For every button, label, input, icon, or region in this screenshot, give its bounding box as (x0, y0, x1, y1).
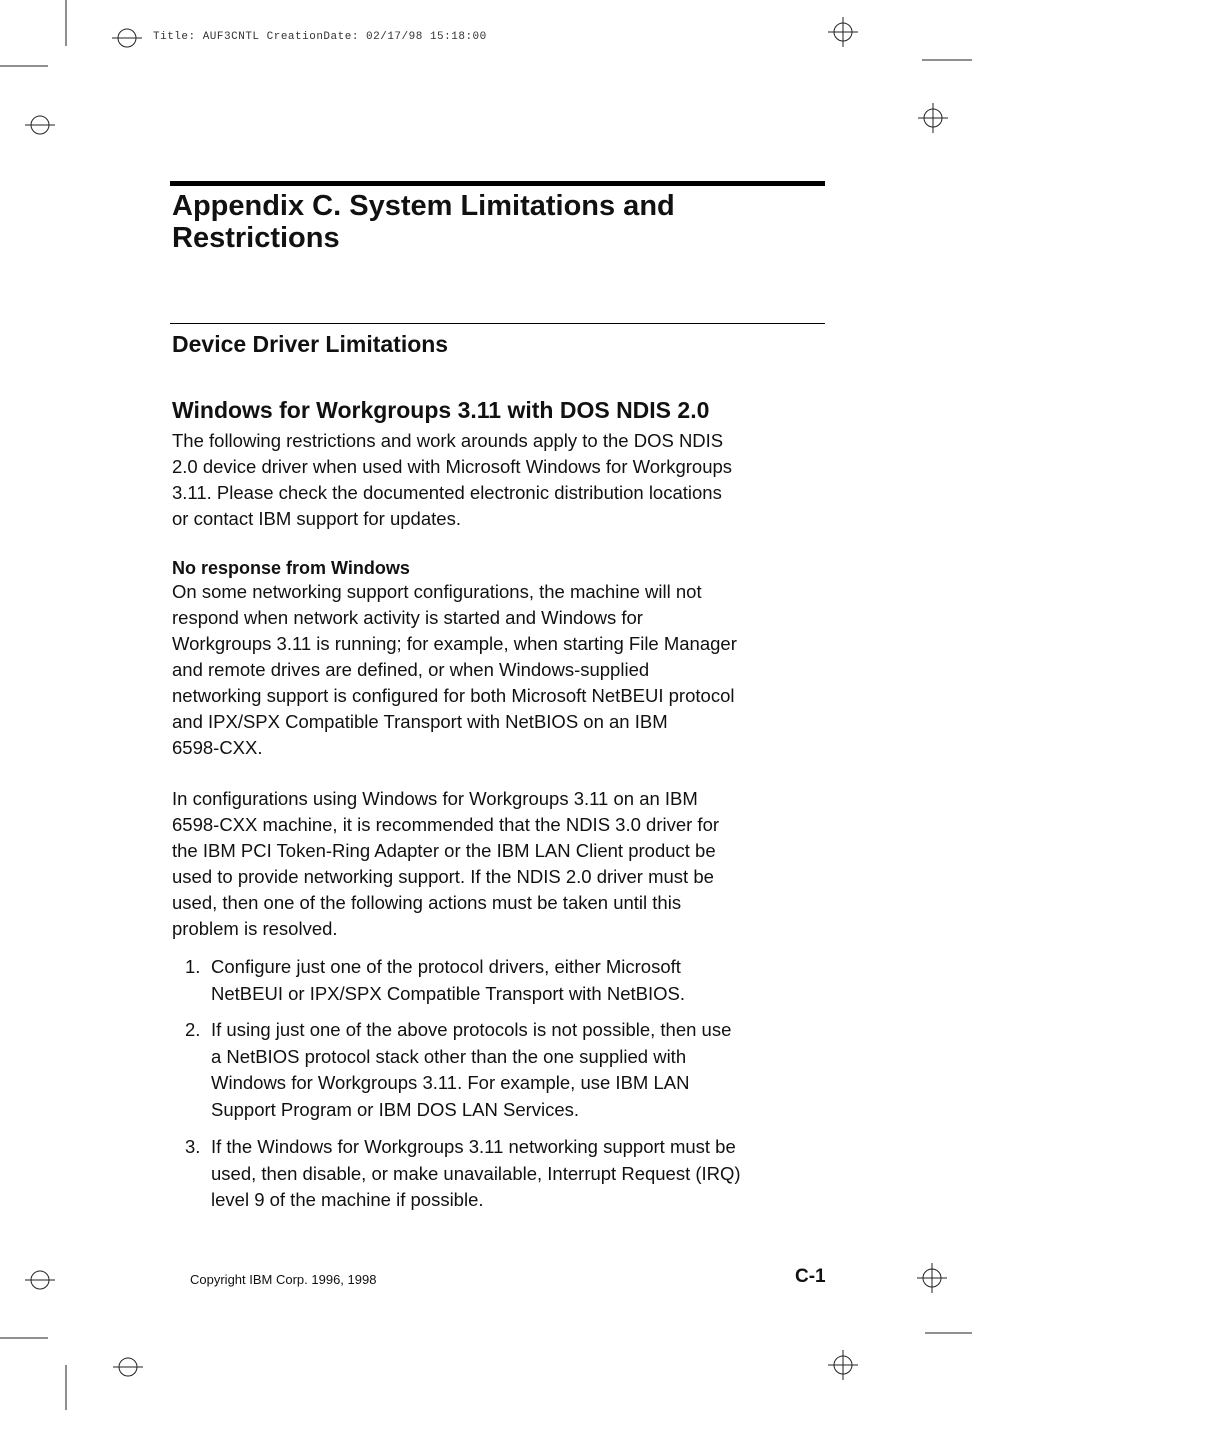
registration-mark-icon (112, 29, 142, 47)
list-item (185, 954, 685, 1007)
text-line: NetBEUI or IPX/SPX Compatible Transport with NetBIOS. (211, 982, 685, 1004)
registration-mark-icon (917, 1263, 947, 1293)
title-line: Restrictions (172, 222, 340, 254)
text-line: If using just one of the above protocols is not possible, then use (211, 1019, 732, 1040)
list-number: 2. (185, 1019, 201, 1040)
intro-paragraph (172, 428, 732, 532)
registration-mark-icon (25, 116, 55, 134)
list-text (211, 1017, 731, 1123)
text-line: used, then one of the following actions must be taken until this (172, 892, 682, 913)
text-line: respond when network activity is started and Windows for (172, 607, 643, 628)
subsection-heading: Windows for Workgroups 3.11 with DOS NDIS 2.0 (172, 397, 710, 423)
text-line: networking support is configured for both Microsoft NetBEUI protocol (172, 685, 735, 706)
text-line: 6598-CXX machine, it is recommended that the NDIS 3.0 driver for (172, 814, 720, 835)
text-line: Configure just one of the protocol drivers, either Microsoft (211, 956, 681, 977)
registration-mark-icon (828, 17, 858, 47)
text-line: Workgroups 3.11 is running; for example, when starting File Manager (172, 633, 737, 654)
registration-mark-icon (828, 1350, 858, 1380)
print-header: Title: AUF3CNTL CreationDate: 02/17/98 15:18:00 (153, 31, 487, 43)
text-line: problem is resolved. (172, 918, 338, 939)
text-line: In configurations using Windows for Workgroups 3.11 on an IBM (172, 788, 698, 809)
text-line: On some networking support configurations, the machine will not (172, 581, 702, 602)
page-title (172, 190, 675, 254)
registration-mark-icon (25, 1271, 55, 1289)
problem-paragraph (172, 579, 737, 761)
section-rule (170, 323, 825, 324)
list-item (185, 1134, 741, 1214)
text-line: 3.11. Please check the documented electronic distribution locations (172, 482, 722, 503)
text-line: or contact IBM support for updates. (172, 508, 461, 529)
text-line: If the Windows for Workgroups 3.11 networking support must be (211, 1136, 736, 1157)
text-line: 6598-CXX. (172, 737, 263, 758)
text-line: and remote drives are defined, or when Windows-supplied (172, 659, 650, 680)
text-line: level 9 of the machine if possible. (211, 1189, 484, 1210)
section-heading: Device Driver Limitations (172, 331, 449, 357)
list-text (211, 954, 685, 1007)
text-line: used, then disable, or make unavailable, Interrupt Request (IRQ) (211, 1162, 741, 1184)
registration-mark-icon (918, 103, 948, 133)
list-text (211, 1134, 741, 1214)
list-number: 1. (185, 956, 201, 977)
recommendation-paragraph (172, 786, 719, 942)
text-line: Windows for Workgroups 3.11. For example, use IBM LAN (211, 1072, 690, 1093)
text-line: and IPX/SPX Compatible Transport with NetBIOS on an IBM (172, 711, 668, 732)
page-number: C-1 (795, 1266, 826, 1287)
text-line: a NetBIOS protocol stack other than the one supplied with (211, 1045, 687, 1067)
text-line: Support Program or IBM DOS LAN Services. (211, 1098, 580, 1120)
list-number: 3. (185, 1136, 201, 1157)
list-item (185, 1017, 731, 1123)
text-line: used to provide networking support. If the NDIS 2.0 driver must be (172, 866, 714, 887)
text-line: the IBM PCI Token-Ring Adapter or the IBM LAN Client product be (172, 840, 716, 861)
title-line: Appendix C. System Limitations and (172, 190, 675, 222)
copyright: Copyright IBM Corp. 1996, 1998 (190, 1272, 377, 1287)
title-rule (170, 181, 825, 186)
problem-heading: No response from Windows (172, 558, 410, 578)
registration-mark-icon (113, 1358, 143, 1376)
text-line: The following restrictions and work arounds apply to the DOS NDIS (172, 430, 724, 451)
text-line: 2.0 device driver when used with Microsoft Windows for Workgroups (172, 456, 733, 477)
